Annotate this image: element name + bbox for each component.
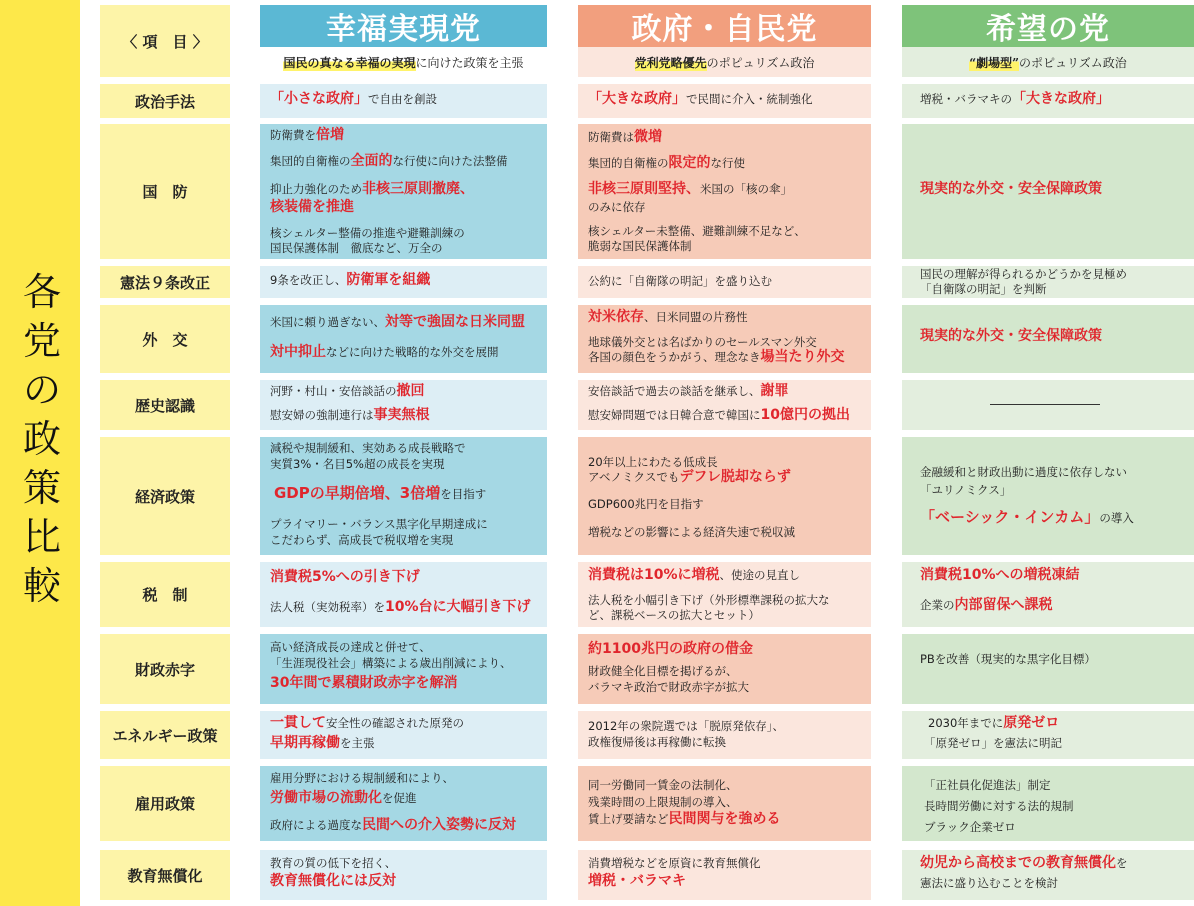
- text: 長時間労働に対する法的規制: [924, 799, 1074, 813]
- cell-kofuku: [260, 711, 547, 759]
- text: こだわらず、高成長で税収増を実現: [270, 533, 454, 547]
- text: の導入: [1099, 511, 1134, 525]
- red-text: 場当たり外交: [760, 349, 845, 365]
- red-text: 増税・バラマキ: [588, 873, 686, 889]
- text: 残業時間の上限規制の導入、: [588, 795, 738, 809]
- text: 2030年までに: [928, 716, 1004, 730]
- page-title: [22, 268, 62, 611]
- text: 集団的自衛権の: [588, 156, 669, 170]
- cell-ldp: [578, 437, 871, 555]
- cell-kofuku: [260, 634, 547, 704]
- row-label: 政治手法: [100, 84, 230, 118]
- title-char: 較: [22, 564, 61, 608]
- red-text: 限定的: [668, 155, 711, 171]
- red-text: GDPの早期倍増、3倍増: [274, 484, 441, 502]
- text: 憲法に盛り込むことを検討: [920, 876, 1058, 890]
- red-text: 核装備を推進: [270, 199, 354, 215]
- text: 米国の「核の傘」: [700, 182, 792, 196]
- cell-kofuku: [260, 562, 547, 627]
- text: ブラック企業ゼロ: [924, 820, 1016, 834]
- text: 「生涯現役社会」構築による歳出削減により、: [270, 656, 512, 670]
- party-tagline-kibou: [902, 47, 1194, 77]
- text: な行使: [710, 156, 745, 170]
- red-text: 非核三原則撤廃、: [362, 181, 474, 197]
- text: 実質3%・名目5%超の成長を実現: [270, 457, 445, 471]
- party-header-kofuku: [260, 5, 547, 47]
- text: PBを改善（現実的な黒字化目標）: [920, 652, 1096, 666]
- row-label: 外 交: [100, 305, 230, 373]
- text: 2012年の衆院選では「脱原発依存」、: [588, 719, 785, 733]
- text: を目指す: [440, 487, 487, 501]
- cell-kibou: [902, 305, 1194, 373]
- cell-kibou: [902, 266, 1194, 298]
- row-label: 税 制: [100, 562, 230, 627]
- text: 米国に頼り過ぎない、: [270, 315, 385, 329]
- cell-kibou: [902, 766, 1194, 841]
- text: 、日米同盟の片務性: [644, 310, 748, 324]
- red-text: 「大きな政府」: [1012, 91, 1110, 107]
- red-text: 現実的な外交・安全保障政策: [920, 328, 1102, 344]
- title-char: 各: [22, 270, 61, 314]
- text: 法人税を小幅引き下げ（外形標準課税の拡大な: [588, 593, 830, 607]
- text: 教育の質の低下を招く、: [270, 856, 397, 870]
- title-char: の: [22, 368, 61, 412]
- text: 賃上げ要請など: [588, 812, 669, 826]
- red-text: 早期再稼働: [270, 735, 340, 751]
- party-tagline-kofuku: [260, 47, 547, 77]
- title-char: 政: [22, 417, 61, 461]
- cell-ldp: [578, 305, 871, 373]
- party-name: 幸福実現党: [326, 12, 481, 47]
- cell-kibou: [902, 437, 1194, 555]
- tagline-text: のポピュリズム政治: [1019, 55, 1127, 70]
- item-header-label: 〈 項 目 〉: [122, 32, 208, 51]
- red-text: 民間関与を強める: [668, 811, 781, 827]
- red-text: 消費税5%への引き下げ: [270, 569, 420, 585]
- red-text: 全面的: [350, 153, 393, 169]
- text: 「ユリノミクス」: [920, 483, 1012, 497]
- cell-kibou: [902, 634, 1194, 704]
- text: 核シェルター未整備、避難訓練不足など、: [588, 224, 806, 238]
- cell-kofuku: [260, 437, 547, 555]
- red-text: 労働市場の流動化: [270, 790, 382, 806]
- party-name: 希望の党: [986, 12, 1110, 47]
- text: 増税・バラマキの: [920, 92, 1012, 106]
- text: 脆弱な国民保護体制: [588, 239, 692, 253]
- red-text: 消費税10%への増税凍結: [920, 567, 1080, 583]
- text: 安倍談話で過去の談話を継承し、: [588, 384, 761, 398]
- row-label: 経済政策: [100, 437, 230, 555]
- cell-kibou: [902, 84, 1194, 118]
- text: 高い経済成長の達成と併せて、: [270, 640, 431, 654]
- text: GDP600兆円を目指す: [588, 497, 704, 511]
- row-label: 雇用政策: [100, 766, 230, 841]
- text: 各国の顔色をうかがう、理念なき: [588, 350, 761, 364]
- red-text: 幼児から高校までの教育無償化: [920, 855, 1116, 871]
- text: を促進: [382, 791, 417, 805]
- cell-kibou: [902, 380, 1194, 430]
- cell-kibou: [902, 711, 1194, 759]
- cell-kofuku: [260, 124, 547, 259]
- red-text: 対等で強固な日米同盟: [385, 314, 525, 330]
- cell-ldp: [578, 562, 871, 627]
- red-text: 防衛軍を組織: [346, 272, 431, 288]
- row-label: 歴史認識: [100, 380, 230, 430]
- text: バラマキ政治で財政赤字が拡大: [588, 680, 749, 694]
- text: 同一労働同一賃金の法制化、: [588, 778, 738, 792]
- text: 増税などの影響による経済失速で税収減: [588, 525, 795, 539]
- cell-kofuku: [260, 850, 547, 900]
- text: 国民の理解が得られるかどうかを見極め: [920, 267, 1127, 281]
- text: 安全性の確認された原発の: [326, 716, 464, 730]
- tagline-highlight: “劇場型”: [969, 55, 1020, 70]
- text: な行使に向けた法整備: [392, 154, 508, 168]
- red-text: 「ベーシック・インカム」: [920, 508, 1100, 526]
- text: 企業の: [920, 598, 955, 612]
- red-text: 対米依存: [588, 309, 644, 325]
- text: アベノミクスでも: [588, 470, 680, 484]
- text: 減税や規制緩和、実効ある成長戦略で: [270, 441, 466, 455]
- dash-divider: [990, 404, 1100, 405]
- text: などに向けた戦略的な外交を展開: [326, 345, 499, 359]
- text: 慰安婦問題では日韓合意で韓国に: [588, 408, 761, 422]
- text: 金融緩和と財政出動に過度に依存しない: [920, 465, 1127, 479]
- text: で民間に介入・統制強化: [686, 92, 813, 106]
- cell-ldp: [578, 266, 871, 298]
- red-text: 「大きな政府」: [588, 91, 686, 107]
- cell-kibou: [902, 562, 1194, 627]
- cell-ldp: [578, 124, 871, 259]
- text: 核シェルター整備の推進や避難訓練の: [270, 226, 465, 240]
- party-header-kibou: [902, 5, 1194, 47]
- text: 20年以上にわたる低成長: [588, 455, 718, 469]
- text: 国民保護体制 徹底など、万全の: [270, 241, 443, 255]
- party-tagline-ldp: [578, 47, 871, 77]
- red-text: 10%台に大幅引き下げ: [385, 599, 531, 615]
- red-text: 消費税は10%に増税: [588, 567, 720, 583]
- cell-kofuku: [260, 266, 547, 298]
- tagline-highlight: 党利党略優先: [634, 55, 707, 70]
- cell-ldp: [578, 766, 871, 841]
- title-char: 党: [22, 319, 61, 363]
- red-text: 事実無根: [373, 407, 430, 423]
- text: 9条を改正し、: [270, 273, 347, 287]
- red-text: 約1100兆円の政府の借金: [588, 641, 753, 657]
- cell-ldp: [578, 634, 871, 704]
- cell-kofuku: [260, 380, 547, 430]
- red-text: 原発ゼロ: [1003, 715, 1060, 731]
- red-text: 撤回: [396, 383, 425, 399]
- cell-kofuku: [260, 766, 547, 841]
- row-label: 国 防: [100, 124, 230, 259]
- red-text: 「小さな政府」: [270, 91, 368, 107]
- text: 地球儀外交とは名ばかりのセールスマン外交: [588, 335, 817, 349]
- cell-kibou: [902, 124, 1194, 259]
- text: 政権復帰後は再稼働に転換: [588, 735, 726, 749]
- red-text: 微増: [634, 129, 662, 145]
- text: 政府による過度な: [270, 818, 362, 832]
- text: プライマリー・バランス黒字化早期達成に: [270, 517, 488, 531]
- text: 慰安婦の強制連行は: [270, 408, 374, 422]
- text: 河野・村山・安倍談話の: [270, 384, 397, 398]
- red-text: 現実的な外交・安全保障政策: [920, 181, 1102, 197]
- red-text: 謝罪: [760, 383, 789, 399]
- party-header-ldp: [578, 5, 871, 47]
- text: 公約に「自衛隊の明記」を盛り込む: [588, 274, 772, 288]
- cell-ldp: [578, 850, 871, 900]
- text: ど、課税ベースの拡大とセット）: [588, 608, 760, 622]
- text: を: [1116, 856, 1128, 870]
- text: を主張: [340, 736, 375, 750]
- row-label: エネルギー政策: [100, 711, 230, 759]
- cell-ldp: [578, 380, 871, 430]
- text: のみに依存: [588, 200, 646, 214]
- cell-kofuku: [260, 84, 547, 118]
- text: 「自衛隊の明記」を判断: [920, 282, 1047, 296]
- red-text: 一貫して: [270, 715, 326, 731]
- text: 防衛費を: [270, 128, 316, 142]
- text: 雇用分野における規制緩和により、: [270, 771, 454, 785]
- cell-kofuku: [260, 305, 547, 373]
- red-text: 内部留保へ課税: [954, 597, 1053, 613]
- cell-ldp: [578, 711, 871, 759]
- red-text: 非核三原則堅持、: [588, 181, 700, 197]
- text: 財政健全化目標を掲げるが、: [588, 664, 738, 678]
- tagline-text: に向けた政策を主張: [415, 55, 524, 70]
- row-label: 教育無償化: [100, 850, 230, 900]
- red-text: 30年間で累積財政赤字を解消: [270, 675, 458, 691]
- text: で自由を創設: [368, 92, 437, 106]
- row-label: 憲法９条改正: [100, 266, 230, 298]
- tagline-text: のポピュリズム政治: [706, 55, 815, 70]
- red-text: 10億円の拠出: [760, 407, 850, 423]
- red-text: デフレ脱却ならず: [679, 469, 791, 485]
- text: 抑止力強化のため: [270, 182, 362, 196]
- cell-kibou: [902, 850, 1194, 900]
- red-text: 教育無償化には反対: [270, 873, 396, 889]
- tagline-highlight: 国民の真なる幸福の実現: [283, 55, 416, 70]
- text: 集団的自衛権の: [270, 154, 351, 168]
- title-char: 比: [22, 515, 61, 559]
- text: 「原発ゼロ」を憲法に明記: [924, 736, 1062, 750]
- title-char: 策: [22, 466, 61, 510]
- red-text: 倍増: [316, 127, 344, 143]
- red-text: 民間への介入姿勢に反対: [362, 817, 516, 833]
- red-text: 対中抑止: [270, 344, 326, 360]
- cell-ldp: [578, 84, 871, 118]
- item-column-header: [100, 5, 230, 77]
- text: 法人税（実効税率）を: [270, 600, 385, 614]
- text: 「正社員化促進法」制定: [924, 778, 1051, 792]
- text: 防衛費は: [588, 130, 634, 144]
- text: 消費増税などを原資に教育無償化: [588, 856, 761, 870]
- party-name: 政府・自民党: [631, 12, 818, 47]
- row-label: 財政赤字: [100, 634, 230, 704]
- text: 、使途の見直し: [719, 568, 801, 582]
